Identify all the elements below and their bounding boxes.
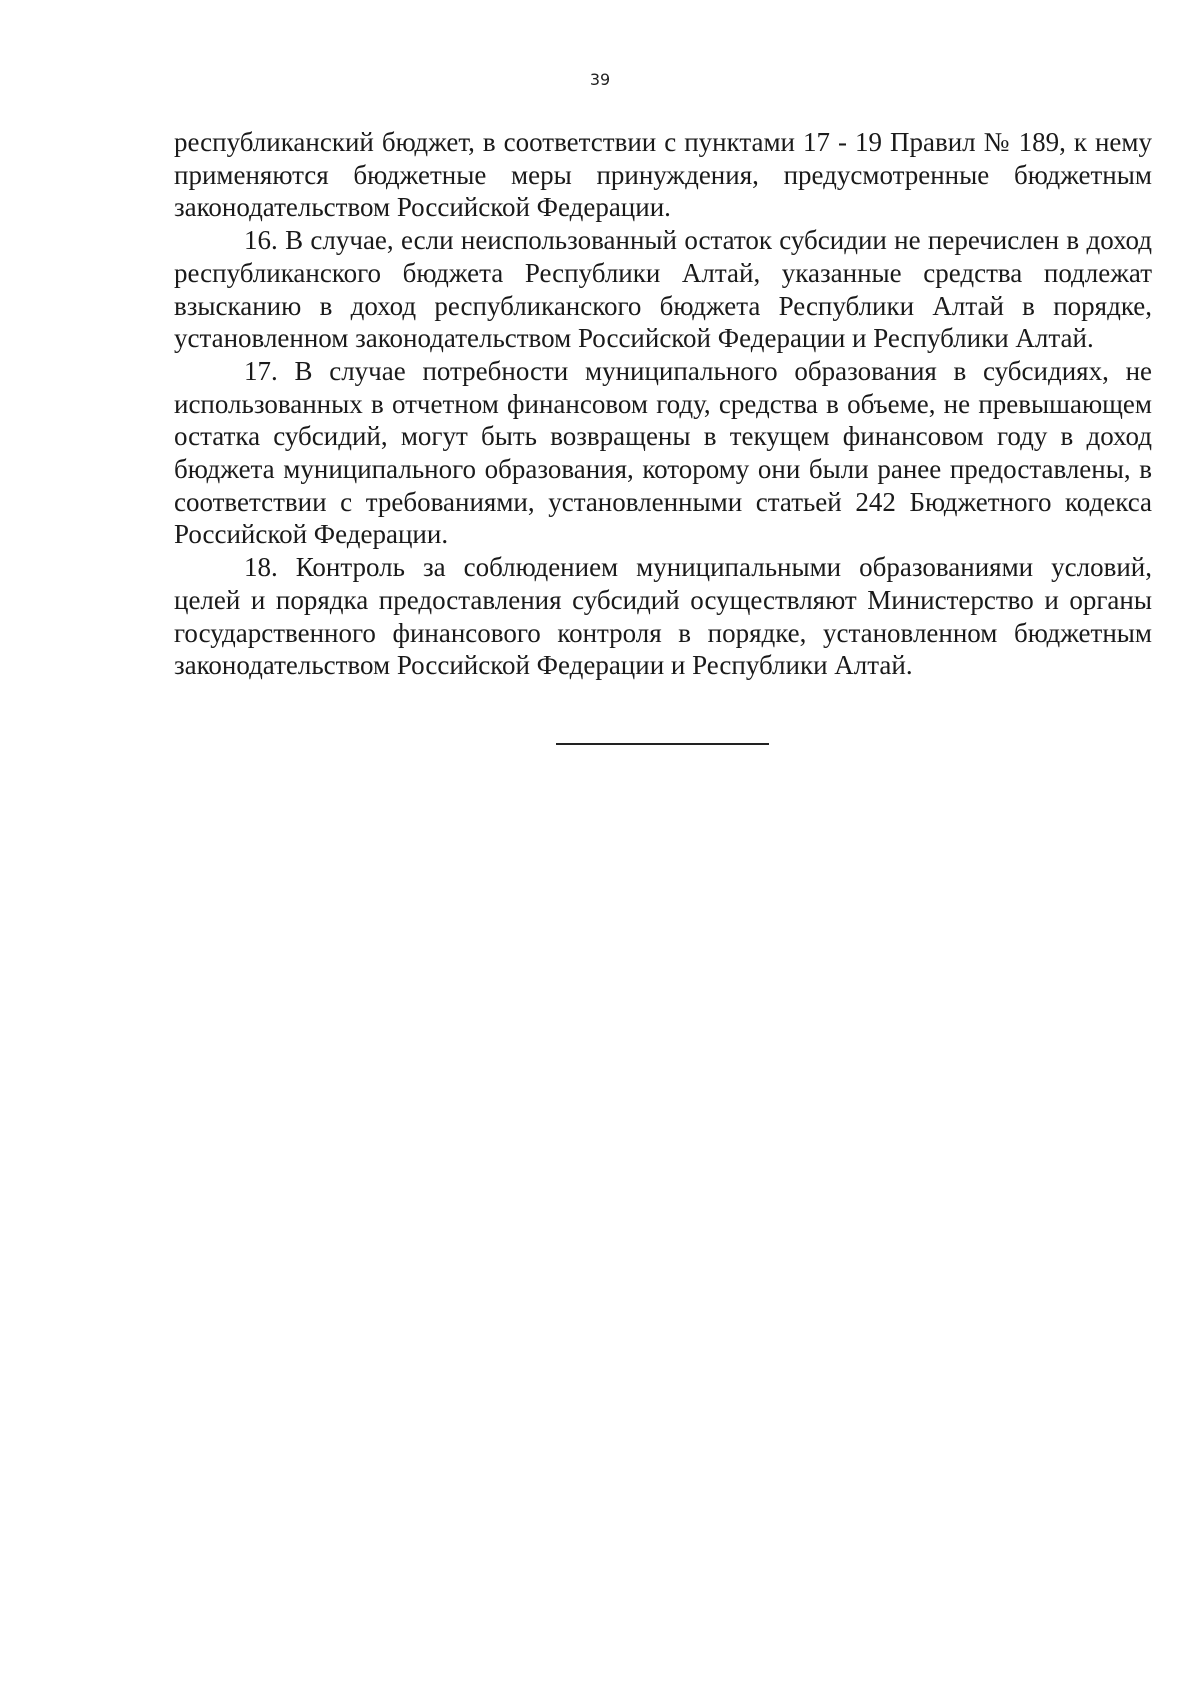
paragraph-continuation: республиканский бюджет, в соответствии с пунктами 17 - 19 Правил № 189, к нему применяются бюджетные меры принуждения, предусмотренные бюджетным законодательством Российской Федерации. [174, 127, 1152, 223]
paragraph-18: 18. Контроль за соблюдением муниципальными образованиями условий, целей и порядка предоставления субсидий осуществляют Министерство и органы государственного финансового контроля в порядке, установленном бюджетным законодательством Российской Федерации и Республики Алтай. [174, 552, 1152, 681]
document-body [174, 126, 1152, 682]
end-of-document-rule [556, 743, 769, 745]
paragraph-16: 16. В случае, если неиспользованный остаток субсидии не перечислен в доход республиканского бюджета Республики Алтай, указанные средства подлежат взысканию в доход республиканского бюджета Республики Алтай в порядке, установленном законодательством Российской Федерации и Республики Алтай. [174, 225, 1152, 354]
paragraph-17: 17. В случае потребности муниципального образования в субсидиях, не использованных в отчетном финансовом году, средства в объеме, не превышающем остатка субсидий, могут быть возвращены в текущем финансовом году в доход бюджета муниципального образования, которому они были ранее предоставлены, в соответствии с требованиями, установленными статьей 242 Бюджетного кодекса Российской Федерации. [174, 355, 1152, 550]
page-number: 39 [589, 70, 611, 89]
